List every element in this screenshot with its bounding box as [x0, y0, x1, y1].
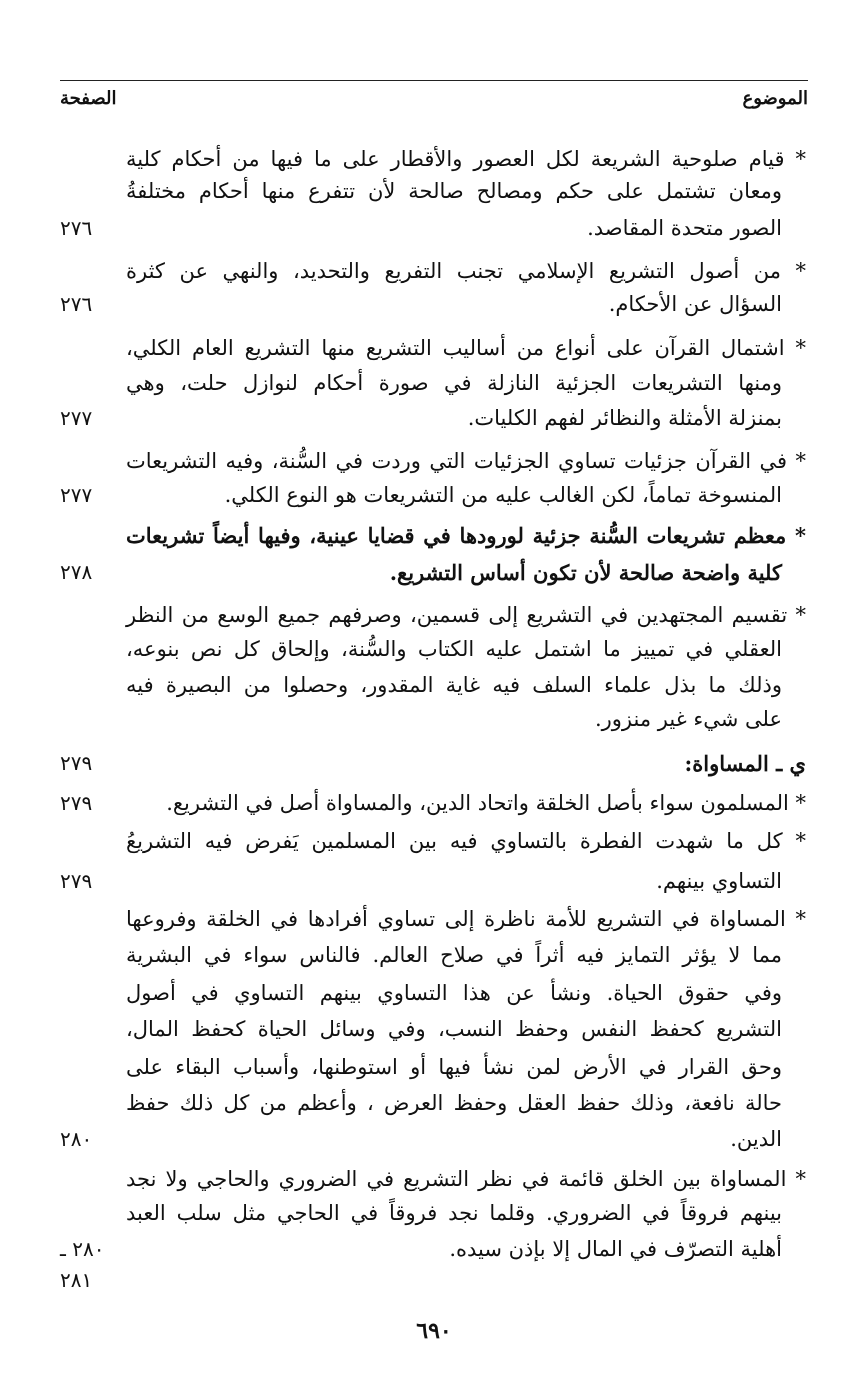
- entry-line: * من أصول التشريع الإسلامي تجنب التفريع والتحديد، والنهي عن كثرة: [126, 259, 806, 283]
- entry-page-ref: ٢٨٠: [60, 1127, 93, 1151]
- entry-page-ref: ٢٧٧: [60, 483, 93, 507]
- entry-line: التساوي بينهم.: [656, 869, 782, 893]
- entry-line: المنسوخة تماماً، لكن الغالب عليه من التشريعات هو النوع الكلي.: [224, 483, 782, 507]
- entry-line: ومنها التشريعات الجزئية النازلة في صورة أحكام لنوازل حلت، وهي: [126, 371, 782, 395]
- entry-line: * في القرآن جزئيات تساوي الجزئيات التي وردت في السُّنة، وفيه التشريعات: [126, 449, 806, 473]
- entry-line: كلية واضحة صالحة لأن تكون أساس التشريع.: [389, 560, 782, 585]
- entry-line: * كل ما شهدت الفطرة بالتساوي فيه بين المسلمين يَفرض فيه التشريعُ: [126, 829, 806, 853]
- entry-line: ومعان تشتمل على حكم ومصالح صالحة لأن تتفرع منها أحكام مختلفةُ: [126, 179, 782, 203]
- entry-page-ref: ٢٧٩: [60, 751, 93, 775]
- entry-line: * المساواة في التشريع للأمة ناظرة إلى تساوي أفرادها في الخلقة وفروعها: [126, 907, 806, 931]
- entry-page-ref: ٢٧٧: [60, 406, 93, 430]
- entry-line: وذلك ما بذل علماء السلف فيه غاية المقدور، وحصلوا من البصيرة فيه: [126, 673, 782, 697]
- entry-line: وحق القرار في الأرض لمن نشأ فيها أو استوطنها، وأسباب البقاء على: [126, 1055, 782, 1079]
- entry-line: الصور متحدة المقاصد.: [587, 216, 782, 240]
- entry-line: التشريع كحفظ النفس وحفظ النسب، وفي وسائل الحياة كحفظ المال،: [126, 1017, 782, 1041]
- entry-line: * معظم تشريعات السُّنة جزئية لورودها في قضايا عينية، وفيها أيضاً تشريعات: [126, 523, 806, 548]
- entry-line: مما لا يؤثر التمايز فيه أثراً في صلاح العالم. فالناس سواء في البشرية: [126, 943, 782, 967]
- page-column-heading: الصفحة: [60, 88, 117, 109]
- entry-line: أهلية التصرّف في المال إلا بإذن سيده.: [449, 1237, 782, 1261]
- entry-line: السؤال عن الأحكام.: [608, 292, 782, 316]
- page-number: ٦٩٠: [416, 1318, 452, 1344]
- entry-page-ref: ٢٧٦: [60, 292, 93, 316]
- entry-page-ref: ٢٧٩: [60, 869, 93, 893]
- entry-line: بينهم فروقاً في الضروري. وقلما نجد فروقاً في الحاجي مثل سلب العبد: [126, 1201, 782, 1225]
- entry-line: بمنزلة الأمثلة والنظائر لفهم الكليات.: [467, 406, 782, 430]
- entry-line: * المساواة بين الخلق قائمة في نظر التشريع في الضروري والحاجي ولا نجد: [126, 1167, 806, 1191]
- entry-page-ref: ٢٧٩: [60, 791, 93, 815]
- entry-line: * تقسيم المجتهدين في التشريع إلى قسمين، وصرفهم جميع الوسع من النظر: [126, 603, 806, 627]
- entry-line: حالة نافعة، وذلك حفظ العقل وحفظ العرض ، وأعظم من كل ذلك حفظ: [126, 1091, 782, 1115]
- entry-line: * اشتمال القرآن على أنواع من أساليب التشريع منها التشريع العام الكلي،: [126, 336, 806, 360]
- entry-line: العقلي في تمييز ما اشتمل عليه الكتاب والسُّنة، وإلحاق كل نص بنوعه،: [126, 637, 782, 661]
- entry-line: ي ـ المساواة:: [684, 751, 806, 776]
- entry-page-ref: ٢٧٦: [60, 216, 93, 240]
- entry-line: على شيء غير منزور.: [594, 707, 782, 731]
- header-rule: [60, 80, 808, 81]
- entry-line: * المسلمون سواء بأصل الخلقة واتحاد الدين، والمساواة أصل في التشريع.: [166, 791, 806, 815]
- entry-page-ref: ٢٧٨: [60, 560, 93, 584]
- entry-page-ref: ٢٨٠ ـ ٢٨١: [60, 1237, 105, 1292]
- topic-column-heading: الموضوع: [742, 88, 808, 109]
- entry-line: الدين.: [730, 1127, 782, 1151]
- entry-line: * قيام صلوحية الشريعة لكل العصور والأقطار على ما فيها من أحكام كلية: [126, 147, 806, 171]
- table-header: [60, 88, 808, 118]
- entry-line: وفي حقوق الحياة. ونشأ عن هذا التساوي بينهم التساوي في أصول: [126, 981, 782, 1005]
